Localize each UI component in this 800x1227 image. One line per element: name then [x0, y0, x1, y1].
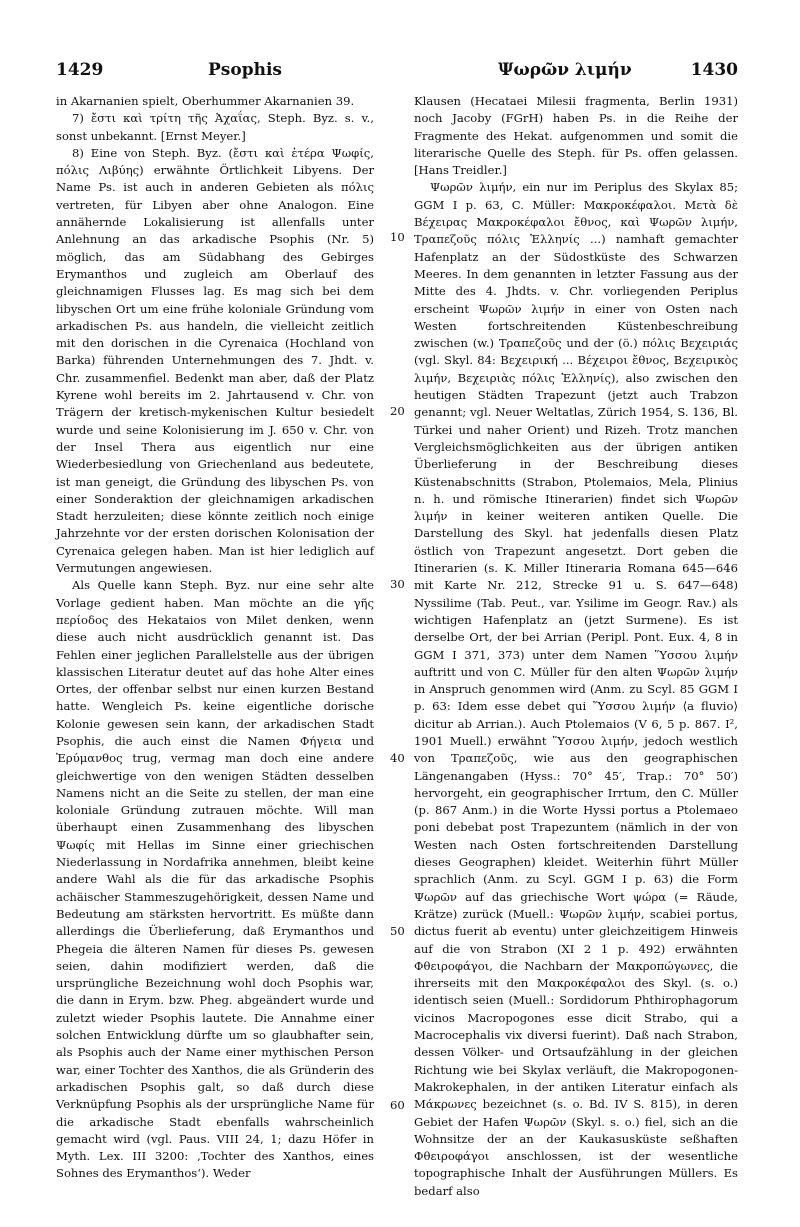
- paragraph: Ψωρῶν λιμήν, ein nur im Periplus des Skylax 85; GGM I p. 63, C. Müller: Μακροκέφαλοι. Μετὰ δὲ Βέχειρας Μακροκέφαλοι ἔθνος, καὶ Ψωρῶν λιμήν, Τραπεζοῦς πόλις Ἑλληνίς ...) namhaft gemachter Hafenplatz an der Südostküste des Schwarzen Meeres. In dem genannten in letzter Fassung aus der Mitte des 4. Jhdts. v. Chr. vorliegenden Periplus erscheint Ψωρῶν λιμήν in einer von Osten nach Westen fortschreitenden Küstenbeschreibung zwischen (w.) Τραπεζοῦς und der (ö.) πόλις Βεχειριάς (vgl. Skyl. 84: Βεχειρική ... Βέχειροι ἔθνος, Βεχειρικὸς λιμήν, Βεχειριὰς πόλις Ἑλληνίς), also zwischen den heutigen Städten Trapezunt (jetzt auch Trabzon genannt; vgl. Neuer Weltatlas, Zürich 1954, S. 136, Bl. Türkei und naher Orient) und Rizeh. Trotz manchen Vergleichsmöglichkeiten aus der übrigen antiken Überlieferung in der Beschreibung dieses Küstenabschnitts (Strabon, Ptolemaios, Mela, Plinius n. h. und römische Itinerarien) findet sich Ψωρῶν λιμήν in keiner weiteren antiken Quelle. Die Darstellung des Skyl. hat jedenfalls diesen Platz östlich von Trapezunt angesetzt. Dort geben die Itinerarien (s. K. Miller Itineraria Romana 645—646 mit Karte Nr. 212, Strecke 91 u. S. 647—648) Nyssilime (Tab. Peut., var. Ysilime im Geogr. Rav.) als wichtigen Hafenplatz an (jetzt Surmene). Es ist derselbe Ort, der bei Arrian (Peripl. Pont. Eux. 4, 8 in GGM I 371, 373) unter dem Namen Ὕσσου λιμήν auftritt und von C. Müller für den alten Ψωρῶν λιμήν in Anspruch genommen wird (Anm. zu Scyl. 85 GGM I p. 63: Idem esse debet qui Ὕσσου λιμήν ⟨a fluvio⟩ dicitur ab Arrian.). Auch Ptolemaios (V 6, 5 p. 867. I², 1901 Muell.) erwähnt Ὕσσου λιμήν, jedoch westlich von Τραπεζοῦς, wie aus den geographischen Längenangaben (Hyss.: 70° 45′, Trap.: 70° 50′) hervorgeht, ein geographischer Irrtum, den C. Müller (p. 867 Anm.) in die Worte Hyssi portus a Ptolemaeo poni debebat post Trapezuntem (nämlich in der von Westen nach Osten fortschreitenden Darstellung dieses Geographen) kleidet. Weiterhin führt Müller sprachlich (Anm. zu Scyl. GGM I p. 63) die Form Ψωρῶν auf das griechische Wort ψώρα (= Räude, Krätze) zurück (Muell.: Ψωρῶν λιμήν, scabiei portus, dictus fuerit ab eventu) unter gleichzeitigem Hinweis auf die von Strabon (XI 2 1 p. 492) erwähnten Φθειροφάγοι, die Nachbarn der Μακροπώγωνες, die ihrerseits mit den Μακροκέφαλοι des Skyl. (s. o.) identisch seien (Muell.: Sordidorum Phthirophagorum vicinos Macropogones esse dicit Strabo, qui a Macrocephalis vix diversi fuerint). Daß nach Strabon, dessen Völker- und Ortsaufzählung in der gleichen Richtung wie bei Skylax verläuft, die Makropogonen-Makrokephalen, in der antiken Literatur einfach als Μάκρωνες bezeichnet (s. o. Bd. IV S. 815), in deren Gebiet der Hafen Ψωρῶν (Skyl. s. o.) fiel, sich an die Wohnsitze der an der Kaukasusküste seßhaften Φθειροφάγοι anschlossen, ist der wesentliche topographische Inhalt der Ausführungen Müllers. Es bedarf also: [414, 180, 738, 1198]
- right-page-number: 1430: [690, 60, 738, 80]
- paragraph: in Akarnanien spielt, Oberhummer Akarnanien 39.: [56, 94, 355, 108]
- line-number: 50: [390, 924, 405, 938]
- page-header: [56, 60, 738, 86]
- left-page-number: 1429: [56, 60, 104, 80]
- line-number: 20: [390, 404, 405, 418]
- line-number: 10: [390, 230, 405, 244]
- line-numbers: [390, 93, 412, 1133]
- right-running-title: Ψωρῶν λιμήν: [498, 60, 632, 80]
- paragraph: 8) Eine von Steph. Byz. (ἔστι καὶ ἑτέρα Ψωφίς, πόλις Λιβύης) erwähnte Örtlichkeit Libyens. Der Name Ps. ist auch in anderen Gebieten als πόλις vertreten, für Libyen aber ohne Analogon. Eine annähernde Lokalisierung ist allenfalls unter Anlehnung an das arkadische Psophis (Nr. 5) möglich, das am Südabhang des Gebirges Erymanthos und zugleich am Oberlauf des gleichnamigen Flusses lag. Es mag sich bei dem libyschen Ort um eine frühe koloniale Gründung vom arkadischen Ps. aus handeln, die vielleicht zeitlich mit den dorischen in die Cyrenaica (Hochland von Barka) führenden Unternehmungen des 7. Jhdt. v. Chr. zusammenfiel. Bedenkt man aber, daß der Platz Kyrene wohl bereits im 2. Jahrtausend v. Chr. von Trägern der kretisch-mykenischen Kultur besiedelt wurde und seine Kolonisierung im J. 650 v. Chr. von der Insel Thera aus eigentlich nur eine Wiederbesiedlung von Griechenland aus bedeutete, ist man geneigt, die Gründung des libyschen Ps. von einer Sonderaktion der gleichnamigen arkadischen Stadt herzuleiten; diese könnte zeitlich noch einige Jahrzehnte vor der ersten dorischen Kolonisation der Cyrenaica gelegen haben. Man ist hier lediglich auf Vermutungen angewiesen.: [56, 145, 374, 576]
- paragraph: 7) ἔστι καὶ τρίτη τῆς Ἀχαΐας, Steph. Byz. s. v., sonst unbekannt. [Ernst Meyer.]: [56, 111, 374, 143]
- paragraph: Klausen (Hecataei Milesii fragmenta, Berlin 1931) noch Jacoby (FGrH) haben Ps. in die Reihe der Fragmente des Hekat. aufgenommen und somit die literarische Quelle des Steph. für Ps. offen gelassen. [Hans Treidler.]: [414, 94, 738, 178]
- right-column: [414, 93, 738, 1200]
- line-number: 60: [390, 1098, 405, 1112]
- left-running-title: Psophis: [208, 60, 282, 80]
- paragraph: Als Quelle kann Steph. Byz. nur eine sehr alte Vorlage gedient haben. Man möchte an die γῆς περίοδος des Hekataios von Milet denken, wenn diese auch nicht ausdrücklich genannt ist. Das Fehlen einer jeglichen Parallelstelle aus der übrigen klassischen Literatur deutet auf das hohe Alter eines Ortes, der offenbar selbst nur einen kurzen Bestand hatte. Wengleich Ps. keine eigentliche dorische Kolonie gewesen sein kann, der arkadischen Stadt Psophis, die auch einst die Namen Φήγεια und Ἐρύμανθος trug, vermag man doch eine andere gleichwertige von den wenigen Städten desselben Namens nicht an die Seite zu stellen, der man eine koloniale Gründung zutrauen möchte. Will man überhaupt einen Zusammenhang des libyschen Ψωφίς mit Hellas im Sinne einer griechischen Niederlassung in Nordafrika annehmen, bleibt keine andere Wahl als die für das arkadische Psophis achäischer Stammeszugehörigkeit, dessen Name und Bedeutung am stärksten hervortritt. Es müßte dann allerdings die Überlieferung, daß Erymanthos und Phegeia die älteren Namen für dieses Ps. gewesen seien, dahin modifiziert werden, daß die ursprüngliche Bezeichnung wohl doch Psophis war, die dann in Erym. bzw. Pheg. abgeändert wurde und zuletzt wieder Psophis lautete. Die Annahme einer solchen Entwicklung dürfte um so glaubhafter sein, als Psophis auch der Name einer mythischen Person war, einer Tochter des Xanthos, die als Gründerin des arkadischen Psophis galt, so daß durch diese Verknüpfung Psophis als der ursprüngliche Name für die arkadische Stadt ebenfalls wahrscheinlich gemacht wird (vgl. Paus. VIII 24, 1; dazu Höfer in Myth. Lex. III 3200: ‚Tochter des Xanthos, eines Sohnes des Erymanthos‘). Weder: [56, 578, 374, 1181]
- left-column: [56, 93, 374, 1183]
- line-number: 30: [390, 577, 405, 591]
- line-number: 40: [390, 751, 405, 765]
